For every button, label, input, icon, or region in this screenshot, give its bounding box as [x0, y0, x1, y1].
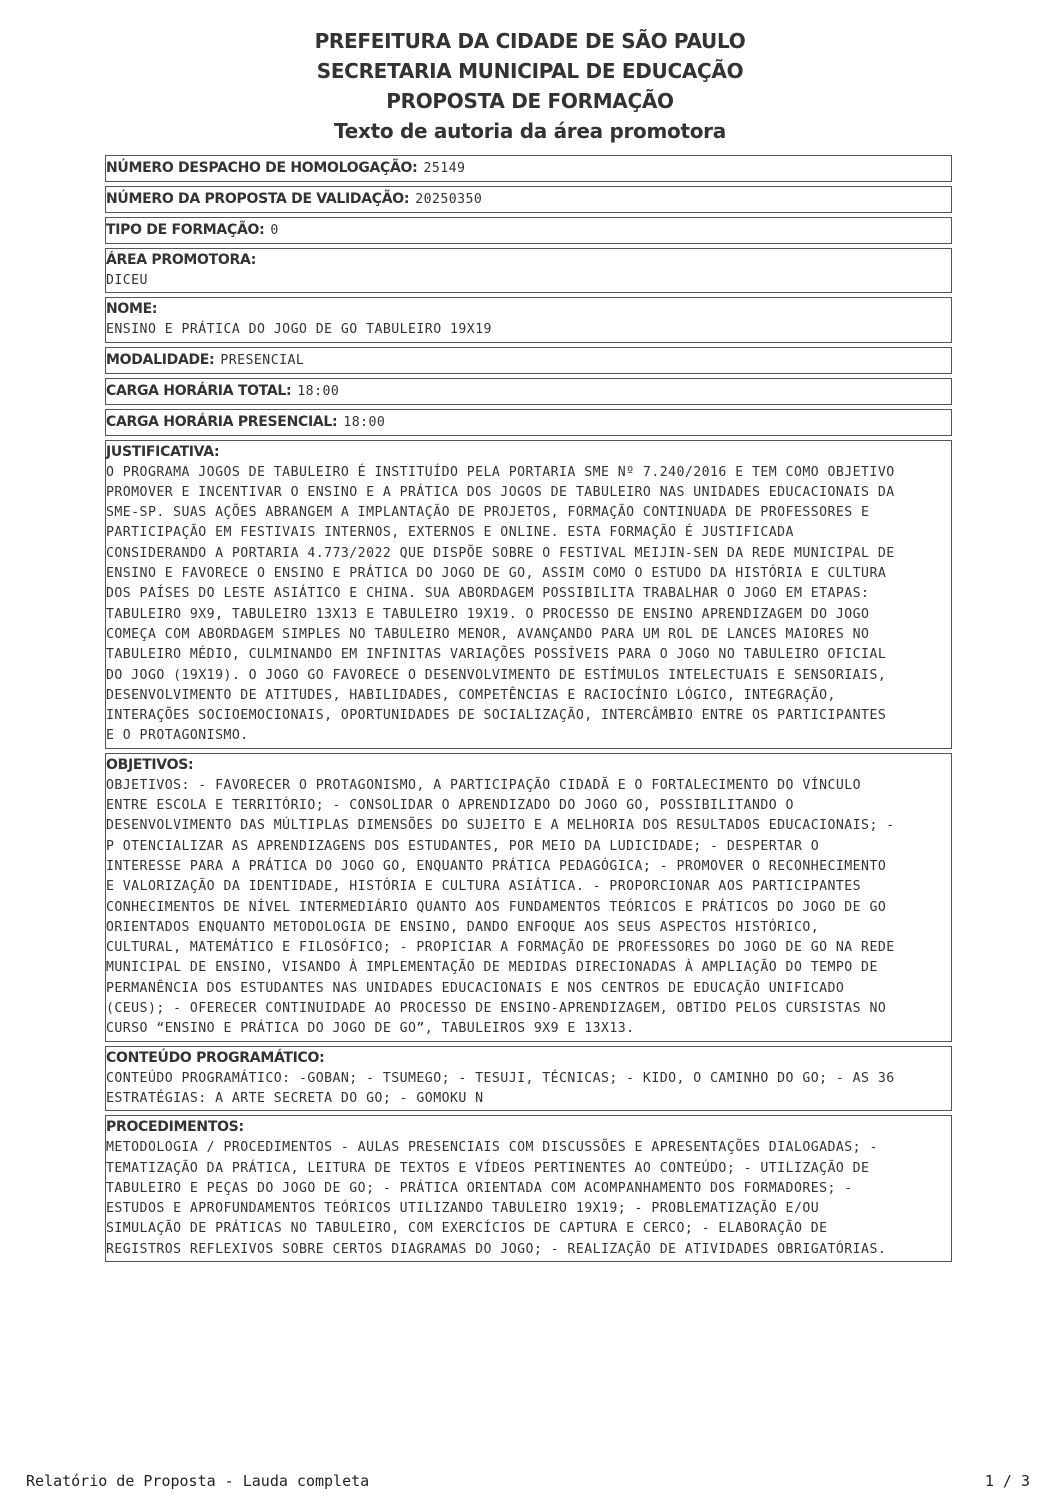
field-value: DICEU [106, 273, 148, 288]
field-label: TIPO DE FORMAÇÃO: [106, 222, 265, 238]
field-despacho [105, 155, 952, 182]
field-nome [105, 297, 952, 342]
field-label: CONTEÚDO PROGRAMÁTICO: [106, 1049, 325, 1066]
field-procedimentos [105, 1115, 952, 1262]
field-value: 0 [270, 223, 279, 238]
field-value: 20250350 [415, 192, 483, 207]
header-line-proposta: PROPOSTA DE FORMAÇÃO [386, 89, 674, 113]
field-value: PRESENCIAL [220, 352, 305, 368]
field-label: CARGA HORÁRIA TOTAL: [106, 382, 292, 399]
field-justificativa [105, 440, 952, 749]
field-value: 18:00 [343, 414, 386, 430]
field-label: CARGA HORÁRIA PRESENCIAL: [106, 413, 338, 430]
field-label: NÚMERO DA PROPOSTA DE VALIDAÇÃO: [106, 191, 410, 207]
field-carga-total [105, 378, 952, 405]
footer-report-title: Relatório de Proposta - Lauda completa [26, 1472, 370, 1490]
field-label: ÁREA PROMOTORA: [106, 252, 257, 268]
header-line-autoria: Texto de autoria da área promotora [334, 119, 726, 143]
field-label: NÚMERO DESPACHO DE HOMOLOGAÇÃO: [106, 160, 418, 176]
page-footer [26, 1472, 1030, 1490]
page-number: 1 / 3 [984, 1472, 1030, 1490]
field-area-promotora [105, 248, 952, 293]
field-value: CONTEÚDO PROGRAMÁTICO: -GOBAN; - TSUMEGO; - TESUJI, TÉCNICAS; - KIDO, O CAMINHO DO GO; - AS 36 ESTRATÉGIAS: A ARTE SECRETA DO GO; - GOMOKU N [106, 1070, 895, 1106]
header-line-prefeitura: PREFEITURA DA CIDADE DE SÃO PAULO [314, 29, 746, 53]
field-proposta [105, 186, 952, 213]
header-line-secretaria: SECRETARIA MUNICIPAL DE EDUCAÇÃO [316, 59, 744, 83]
field-value: ENSINO E PRÁTICA DO JOGO DE GO TABULEIRO 19X19 [106, 322, 492, 338]
field-value: 18:00 [297, 383, 340, 399]
field-value: 25149 [423, 161, 466, 176]
field-value: METODOLOGIA / PROCEDIMENTOS - AULAS PRESENCIAIS COM DISCUSSÕES E APRESENTAÇÕES DIALOGADAS; - TEMATIZAÇÃO DA PRÁTICA, LEITURA DE TEXTOS E VÍDEOS PERTINENTES AO CONTEÚDO; - UTILIZAÇÃO DE TABULEIRO E PEÇAS DO JOGO DE GO; - PRÁTICA ORIENTADA COM ACOMPANHAMENTO DOS FORMADORES; - ESTUDOS E APROFUNDAMENTOS TEÓRICOS UTILIZANDO TABULEIRO 19X19; - PROBLEMATIZAÇÃO E/OU SIMULAÇÃO DE PRÁTICAS NO TABULEIRO, COM EXERCÍCIOS DE CAPTURA E CERCO; - ELABORAÇÃO DE REGISTROS REFLEXIVOS SOBRE CERTOS DIAGRAMAS DO JOGO; - REALIZAÇÃO DE ATIVIDADES OBRIGATÓRIAS. [106, 1140, 887, 1257]
field-carga-presencial [105, 409, 952, 436]
field-label: PROCEDIMENTOS: [106, 1119, 244, 1136]
form-fields [105, 155, 952, 1266]
field-label: NOME: [106, 301, 158, 318]
field-label: JUSTIFICATIVA: [106, 443, 220, 460]
field-value: OBJETIVOS: - FAVORECER O PROTAGONISMO, A PARTICIPAÇÃO CIDADÃ E O FORTALECIMENTO DO VÍNCULO ENTRE ESCOLA E TERRITÓRIO; - CONSOLIDAR O APRENDIZADO DO JOGO GO, POSSIBILITANDO O DESENVOLVIMENTO DAS MÚLTIPLAS DIMENSÕES DO SUJEITO E A MELHORIA DOS RESULTADOS EDUCACIONAIS; - P OTENCIALIZAR AS APRENDIZAGENS DOS ESTUDANTES, POR MEIO DA LUDICIDADE; - DESPERTAR O INTERESSE PARA A PRÁTICA DO JOGO GO, ENQUANTO PRÁTICA PEDAGÓGICA; - PROMOVER O RECONHECIMENTO E VALORIZAÇÃO DA IDENTIDADE, HISTÓRIA E CULTURA ASIÁTICA. - PROPORCIONAR AOS PARTICIPANTES CONHECIMENTOS DE NÍVEL INTERMEDIÁRIO QUANTO AOS FUNDAMENTOS TEÓRICOS E PRÁTICOS DO JOGO DE GO ORIENTADOS ENQUANTO METODOLOGIA DE ENSINO, DANDO ENFOQUE AOS SEUS ASPECTOS HISTÓRICO, CULTURAL, MATEMÁTICO E FILOSÓFICO; - PROPICIAR A FORMAÇÃO DE PROFESSORES DO JOGO DE GO NA REDE MUNICIPAL DE ENSINO, VISANDO À IMPLEMENTAÇÃO DE MEDIDAS DIRECIONADAS À AMPLIAÇÃO DO TEMPO DE PERMANÊNCIA DOS ESTUDANTES NAS UNIDADES EDUCACIONAIS E NOS CENTROS DE EDUCAÇÃO UNIFICADO (CEUS); - OFERECER CONTINUIDADE AO PROCESSO DE ENSINO-APRENDIZAGEM, OBTIDO PELOS CURSISTAS NO CURSO “ENSINO E PRÁTICA DO JOGO DE GO”, TABULEIROS 9X9 E 13X13. [106, 777, 895, 1037]
field-label: MODALIDADE: [106, 351, 215, 368]
field-tipo [105, 217, 952, 244]
field-modalidade [105, 347, 952, 374]
field-label: OBJETIVOS: [106, 756, 194, 773]
document-header [0, 26, 1060, 146]
field-objetivos [105, 753, 952, 1042]
field-value: O PROGRAMA JOGOS DE TABULEIRO É INSTITUÍDO PELA PORTARIA SME Nº 7.240/2016 E TEM COMO OBJETIVO PROMOVER E INCENTIVAR O ENSINO E A PRÁTICA DOS JOGOS DE TABULEIRO NAS UNIDADES EDUCACIONAIS DA SME-SP. SUAS AÇÕES ABRANGEM A IMPLANTAÇÃO DE PROJETOS, FORMAÇÃO CONTINUADA DE PROFESSORES E PARTICIPAÇÃO EM FESTIVAIS INTERNOS, EXTERNOS E ONLINE. ESTA FORMAÇÃO É JUSTIFICADA CONSIDERANDO A PORTARIA 4.773/2022 QUE DISPÕE SOBRE O FESTIVAL MEIJIN-SEN DA REDE MUNICIPAL DE ENSINO E FAVORECE O ENSINO E PRÁTICA DO JOGO DE GO, ASSIM COMO O ESTUDO DA HISTÓRIA E CULTURA DOS PAÍSES DO LESTE ASIÁTICO E CHINA. SUA ABORDAGEM POSSIBILITA TRABALHAR O JOGO EM ETAPAS: TABULEIRO 9X9, TABULEIRO 13X13 E TABULEIRO 19X19. O PROCESSO DE ENSINO APRENDIZAGEM DO JOGO COMEÇA COM ABORDAGEM SIMPLES NO TABULEIRO MENOR, AVANÇANDO PARA UM ROL DE LANCES MAIORES NO TABULEIRO MÉDIO, CULMINANDO EM INFINITAS VARIAÇÕES POSSÍVEIS PARA O JOGO NO TABULEIRO OFICIAL DO JOGO (19X19). O JOGO GO FAVORECE O DESENVOLVIMENTO DE ESTÍMULOS INTELECTUAIS E SENSORIAIS, DESENVOLVIMENTO DE ATITUDES, HABILIDADES, COMPETÊNCIAS E RACIOCÍNIO LÓGICO, INTEGRAÇÃO, INTERAÇÕES SOCIOEMOCIONAIS, OPORTUNIDADES DE SOCIALIZAÇÃO, INTERCÂMBIO ENTRE OS PARTICIPANTES E O PROTAGONISMO. [106, 464, 895, 744]
field-conteudo-programatico [105, 1046, 952, 1112]
